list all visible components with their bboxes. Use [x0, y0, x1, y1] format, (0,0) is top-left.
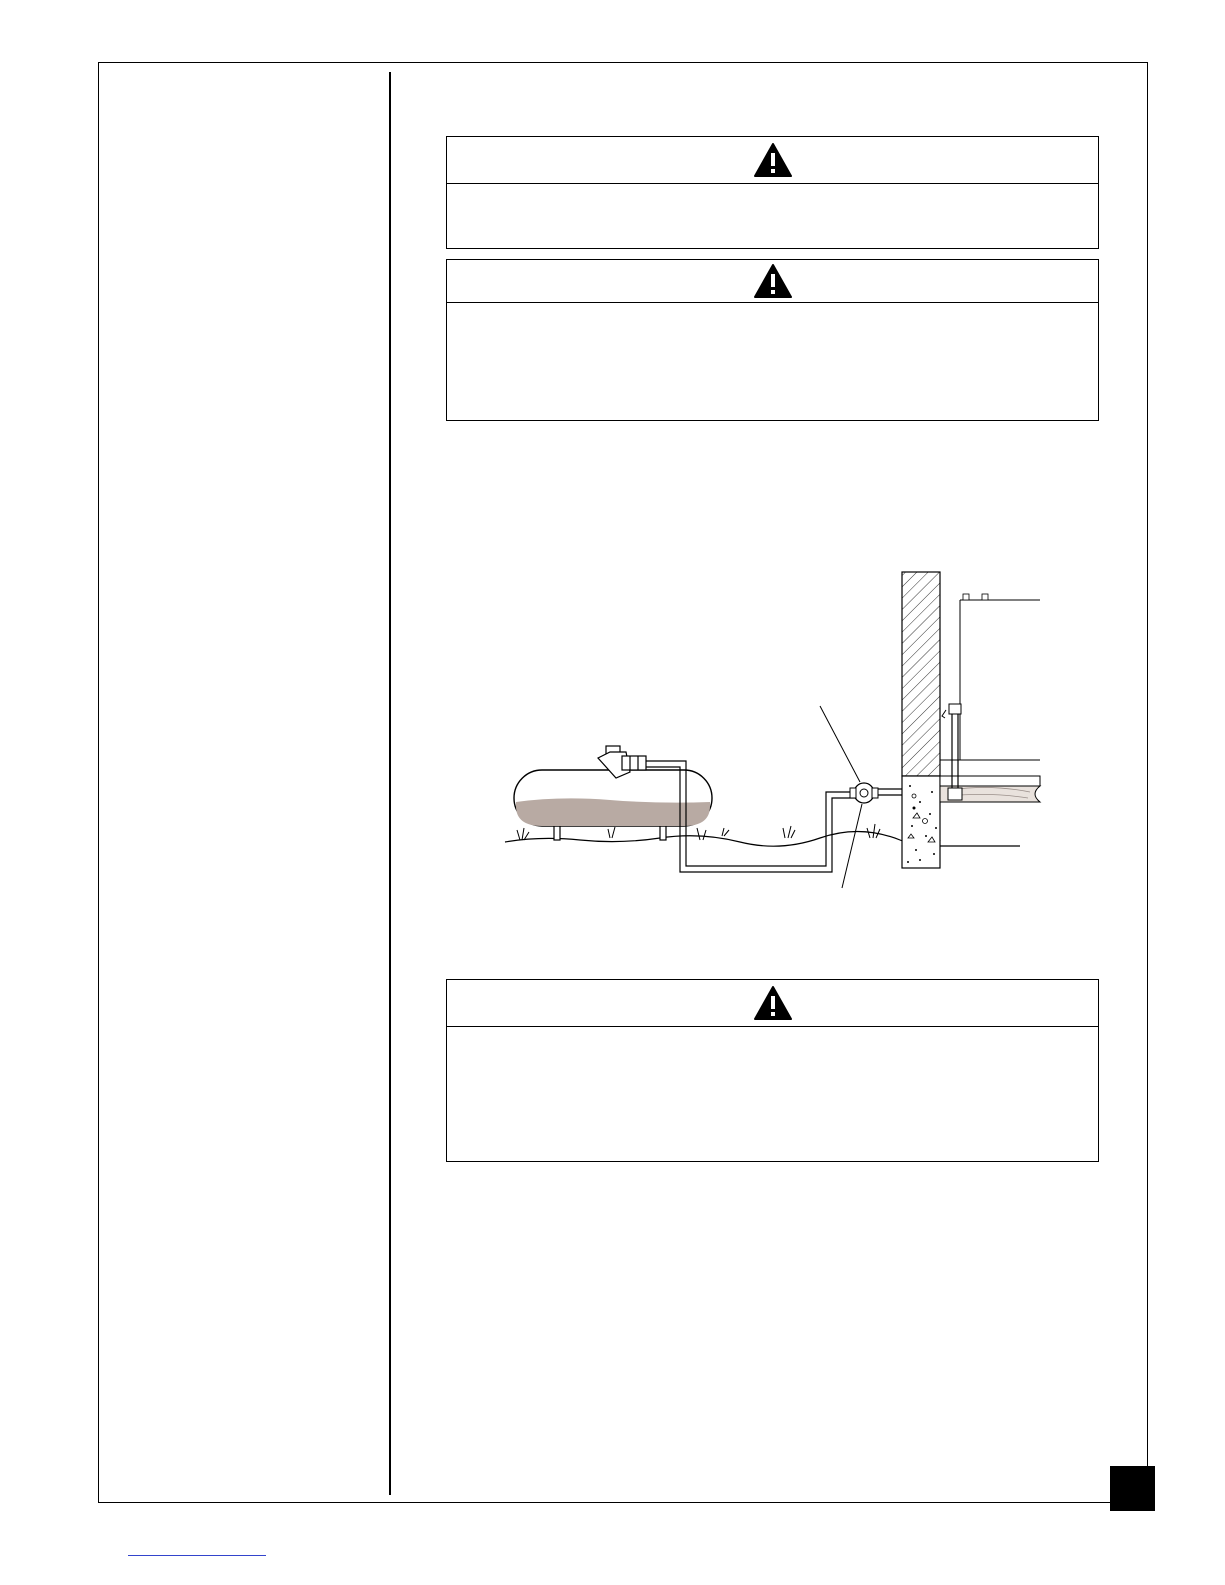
warning-header — [447, 260, 1098, 303]
column-divider — [389, 72, 391, 1495]
warning-box-2 — [446, 259, 1099, 421]
house-wall — [902, 572, 940, 776]
warning-triangle-icon — [753, 263, 793, 299]
page-number-tab — [1110, 1466, 1155, 1511]
warning-box-3 — [446, 979, 1099, 1162]
ground-line — [505, 831, 1020, 848]
warning-triangle-icon — [753, 985, 793, 1021]
footer-link-underline[interactable] — [128, 1555, 266, 1556]
propane-tank-installation-diagram — [500, 570, 1060, 900]
warning-header — [447, 137, 1098, 184]
warning-triangle-icon — [753, 142, 793, 178]
warning-header — [447, 980, 1098, 1027]
warning-box-1 — [446, 136, 1099, 249]
